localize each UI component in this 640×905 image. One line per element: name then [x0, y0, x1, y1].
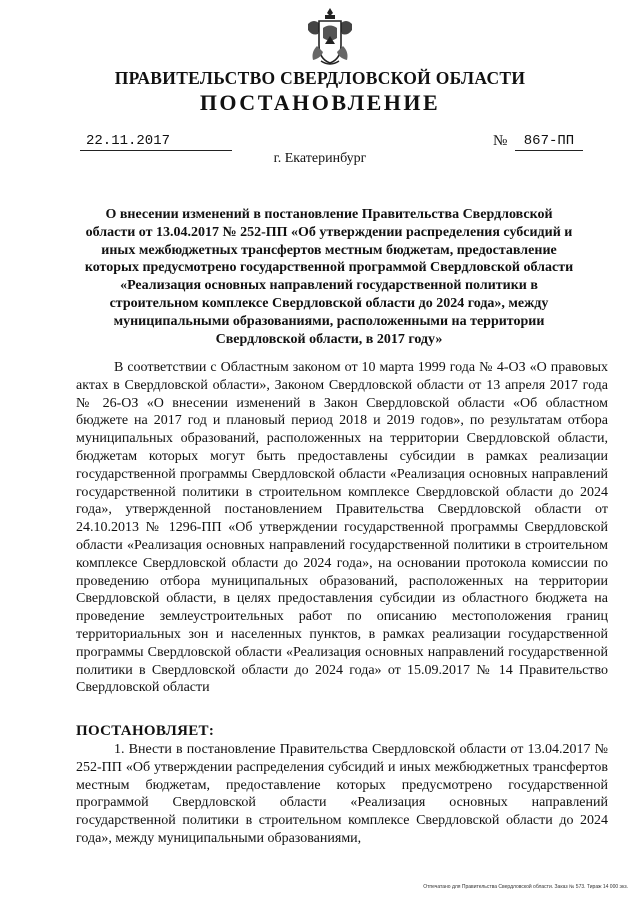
document-type: ПОСТАНОВЛЕНИЕ [199, 90, 441, 115]
city: г. Екатеринбург [273, 151, 367, 166]
preamble [76, 359, 608, 697]
coat-of-arms-icon [303, 6, 357, 68]
organization-name: ПРАВИТЕЛЬСТВО СВЕРДЛОВСКОЙ ОБЛАСТИ [114, 68, 526, 88]
printer-note: Отпечатано для Правительства Свердловской области. Заказ № 573. Тираж 14 000 экз. [423, 884, 628, 890]
item-1 [76, 741, 608, 848]
preamble-paragraph: В соответствии с Областным законом от 10 марта 1999 года № 4-ОЗ «О правовых актах в Свердловской области», Законом Свердловской области от 13 апреля 2017 года № 26-ОЗ «О внесении изменений в Закон Свердловской области «Об областном бюджете на 2017 год и плановый период 2018 и 2019 годов», по результатам отбора муниципальных образований, расположенных на территории Свердловской области, бюджетам которых могут быть предоставлены субсидии в рамках реализации государственной программы Свердловской области «Реализация основных направлений государственной политики в строительном комплексе Свердловской области до 2024 года», утвержденной постановлением Правительства Свердловской области от 24.10.2013 № 1296-ПП «Об утверждении государственной программы Свердловской области «Реализация основных направлений государственной политики в строительном комплексе Свердловской области до 2024 года», на основании протокола комиссии по проведению отбора муниципальных образований, расположенных на территории Свердловской области, в целях предоставления субсидии из областного бюджета на проведение землеустроительных работ по описанию местоположения границ территориальных зон и населенных пунктов, в рамках реализации государственной программы Свердловской области «Реализация основных направлений государственной политики в Свердловской области до 2024 года» от 15.09.2017 № 14 Правительство Свердловской области [76, 360, 608, 696]
item-1-paragraph: 1. Внести в постановление Правительства Свердловской области от 13.04.2017 № 252-ПП «Об утверждении распределения субсидий и иных межбюджетных трансфертов местным бюджетам, предоставление которых предусмотрено государственной программой Свердловской области «Реализация основных направлений государственной политики в строительном комплексе Свердловской области до 2024 года», между муниципальными образованиями, [76, 742, 608, 846]
number-label: № [493, 133, 508, 149]
document-number: 867-ПП [515, 133, 583, 151]
document-date: 22.11.2017 [80, 133, 232, 151]
resolves-heading: ПОСТАНОВЛЯЕТ: [76, 723, 215, 739]
document-title: О внесении изменений в постановление Правительства Свердловской области от 13.04.2017 № 252-ПП «Об утверждении распределения субсидий и иных межбюджетных трансфертов местным бюджетам, предоставление которых предусмотрено государственной программой Свердловской области «Реализация основных направлений государственной политики в строительном комплексе Свердловской области до 2024 года», между муниципальными образованиями, расположенными на территории Свердловской области, в 2017 году» [84, 207, 574, 347]
